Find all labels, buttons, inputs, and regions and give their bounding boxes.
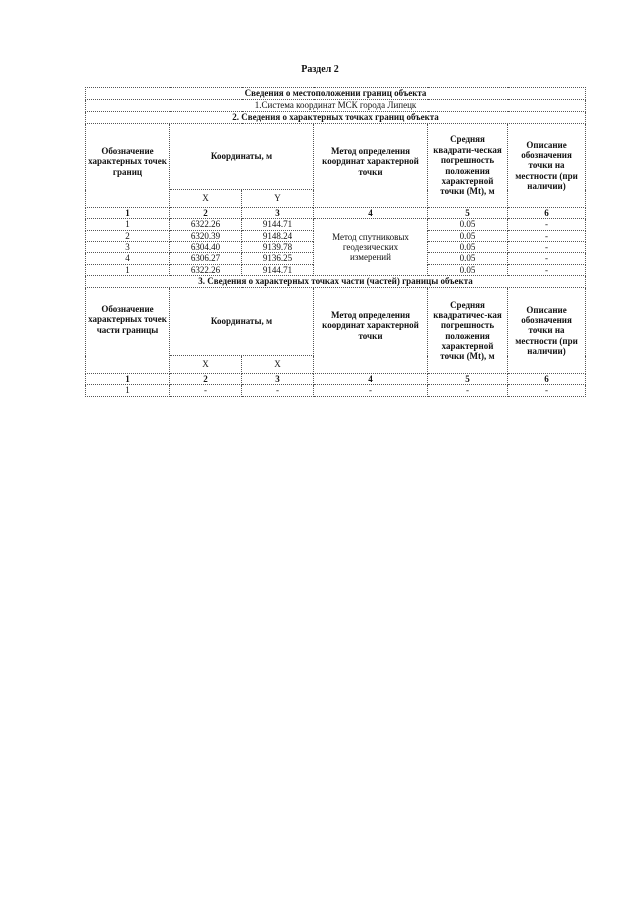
coord-x: - bbox=[170, 385, 242, 396]
coord-system: 1.Система координат МСК города Липецк bbox=[86, 100, 586, 112]
table-row bbox=[86, 219, 586, 230]
coord-x: 6322.26 bbox=[170, 219, 242, 230]
coord-x: 6320.39 bbox=[170, 230, 242, 241]
num-cell: 2 bbox=[170, 374, 242, 385]
point-id: 2 bbox=[86, 230, 170, 241]
col-x: X bbox=[170, 356, 242, 374]
col-method: Метод определения координат характерной точки bbox=[314, 288, 428, 374]
desc-value: - bbox=[508, 230, 586, 241]
error-value: 0.05 bbox=[428, 253, 508, 264]
method-value: Метод спутниковых геодезических измерений bbox=[314, 219, 428, 276]
num-cell: 5 bbox=[428, 374, 508, 385]
error-value: 0.05 bbox=[428, 264, 508, 275]
coord-x: 6304.40 bbox=[170, 242, 242, 253]
coord-y: 9144.71 bbox=[242, 219, 314, 230]
error-value: 0.05 bbox=[428, 242, 508, 253]
num-cell: 5 bbox=[428, 208, 508, 219]
desc-value: - bbox=[508, 385, 586, 396]
method-value: - bbox=[314, 385, 428, 396]
point-id: 1 bbox=[86, 219, 170, 230]
part3-heading: 3. Сведения о характерных точках части (частей) границы объекта bbox=[86, 276, 586, 288]
col-desc: Описание обозначения точки на местности (при наличии) bbox=[508, 124, 586, 208]
part2-heading: 2. Сведения о характерных точках границ объекта bbox=[86, 112, 586, 124]
num-cell: 2 bbox=[170, 208, 242, 219]
coord-y: 9136.25 bbox=[242, 253, 314, 264]
point-id: 1 bbox=[86, 385, 170, 396]
col-coords: Координаты, м bbox=[170, 124, 314, 190]
col-error: Средняя квадратичес-кая погрешность положения характерной точки (Mt), м bbox=[428, 288, 508, 374]
col-designation: Обозначение характерных точек границ bbox=[86, 124, 170, 208]
num-cell: 3 bbox=[242, 374, 314, 385]
col-y: X bbox=[242, 356, 314, 374]
num-cell: 1 bbox=[86, 374, 170, 385]
col-desc: Описание обозначения точки на местности (при наличии) bbox=[508, 288, 586, 374]
coord-x: 6306.27 bbox=[170, 253, 242, 264]
col-coords: Координаты, м bbox=[170, 288, 314, 356]
num-cell: 1 bbox=[86, 208, 170, 219]
boundary-table bbox=[85, 87, 586, 397]
table-row bbox=[86, 385, 586, 396]
error-value: 0.05 bbox=[428, 219, 508, 230]
coord-x: 6322.26 bbox=[170, 264, 242, 275]
col-method: Метод определения координат характерной точки bbox=[314, 124, 428, 208]
error-value: 0.05 bbox=[428, 230, 508, 241]
table-title: Сведения о местоположении границ объекта bbox=[86, 88, 586, 100]
num-cell: 4 bbox=[314, 208, 428, 219]
desc-value: - bbox=[508, 253, 586, 264]
coord-y: 9148.24 bbox=[242, 230, 314, 241]
point-id: 4 bbox=[86, 253, 170, 264]
section-title: Раздел 2 bbox=[301, 64, 339, 75]
coord-y: 9144.71 bbox=[242, 264, 314, 275]
col-y: Y bbox=[242, 190, 314, 208]
point-id: 1 bbox=[86, 264, 170, 275]
coord-y: 9139.78 bbox=[242, 242, 314, 253]
desc-value: - bbox=[508, 242, 586, 253]
num-cell: 6 bbox=[508, 208, 586, 219]
num-cell: 3 bbox=[242, 208, 314, 219]
coord-y: - bbox=[242, 385, 314, 396]
desc-value: - bbox=[508, 219, 586, 230]
col-error: Средняя квадрати-ческая погрешность положения характерной точки (Mt), м bbox=[428, 124, 508, 208]
point-id: 3 bbox=[86, 242, 170, 253]
col-designation: Обозначение характерных точек части границы bbox=[86, 288, 170, 374]
num-cell: 4 bbox=[314, 374, 428, 385]
desc-value: - bbox=[508, 264, 586, 275]
num-cell: 6 bbox=[508, 374, 586, 385]
error-value: - bbox=[428, 385, 508, 396]
col-x: X bbox=[170, 190, 242, 208]
